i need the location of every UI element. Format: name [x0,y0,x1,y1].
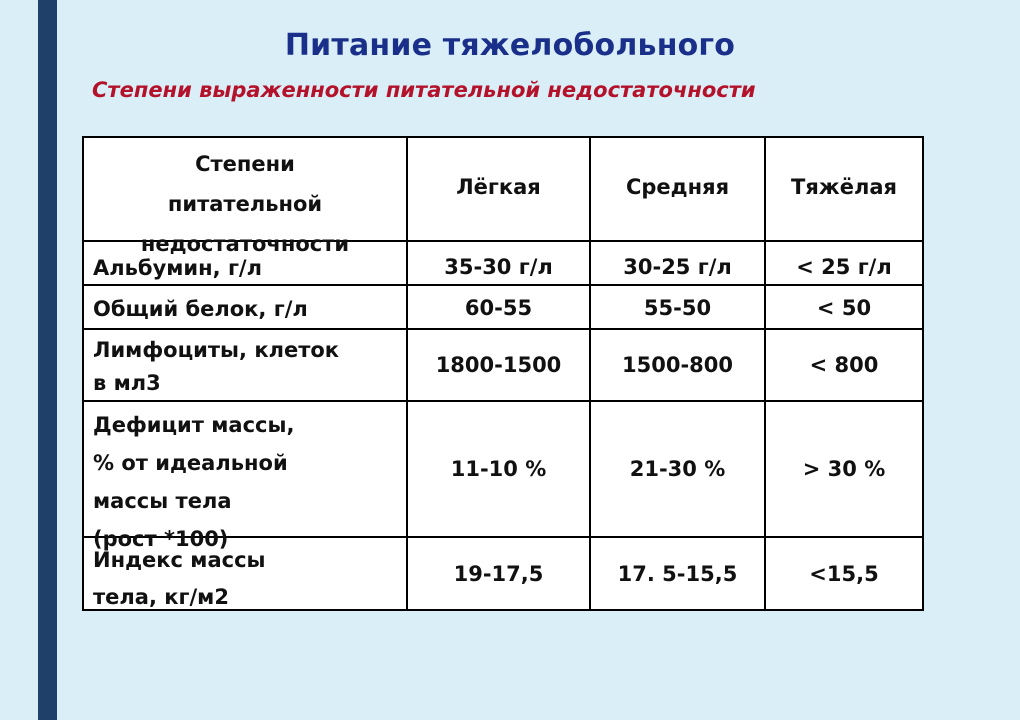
cell-albumin-mild: 35-30 г/л [444,255,553,279]
cell-deficit-moderate: 21-30 % [629,457,726,481]
cell-albumin-moderate: 30-25 г/л [623,255,732,279]
header-label-line: недостаточности [140,232,350,256]
cell-albumin-severe: < 25 г/л [796,255,892,279]
left-accent-bar [38,0,57,720]
row-label-line: Общий белок, г/л [93,297,308,321]
row-label-line: массы тела [93,489,232,513]
row-label-weight-deficit [84,406,406,551]
row-label-line: Лимфоциты, клеток [93,338,340,362]
nutrition-table [82,136,924,611]
cell-protein-severe: < 50 [816,296,872,320]
cell-lymph-mild: 1800-1500 [435,353,562,377]
row-label-albumin [84,250,406,286]
cell-bmi-moderate: 17. 5-15,5 [617,561,738,586]
header-label-line: Степени [195,152,295,176]
row-label-line: тела, кг/м2 [93,585,229,609]
slide-title: Питание тяжелобольного [284,28,736,63]
header-moderate: Средняя [625,175,730,199]
header-label-line: питательной [167,192,323,216]
row-label-total-protein [84,291,406,327]
slide-subtitle: Степени выраженности питательной недостаточности [92,78,756,102]
cell-protein-mild: 60-55 [464,296,533,320]
row-label-line: (рост *100) [93,527,229,551]
row-label-line: Индекс массы [93,548,266,572]
row-label-line: Альбумин, г/л [93,256,262,280]
cell-deficit-severe: > 30 % [802,457,886,481]
row-label-line: Дефицит массы, [93,413,295,437]
cell-deficit-mild: 11-10 % [450,457,547,481]
header-mild: Лёгкая [456,175,541,199]
row-label-lymphocytes [84,334,406,402]
header-row-label [84,138,406,256]
row-label-bmi [84,542,406,609]
header-severe: Тяжёлая [791,175,897,199]
cell-bmi-mild: 19-17,5 [453,561,544,586]
row-label-line: в мл3 [93,371,161,395]
cell-lymph-moderate: 1500-800 [622,353,733,377]
cell-bmi-severe: <15,5 [809,561,879,586]
cell-lymph-severe: < 800 [809,353,879,377]
row-label-line: % от идеальной [93,451,288,475]
cell-protein-moderate: 55-50 [643,296,712,320]
